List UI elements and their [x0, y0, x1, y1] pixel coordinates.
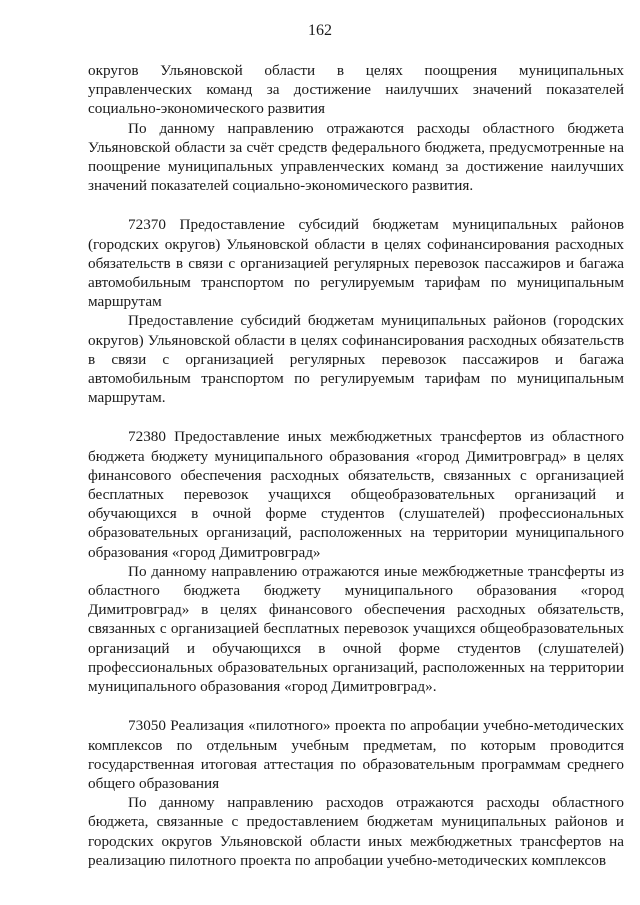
paragraph-description: По данному направлению отражаются расходы областного бюджета Ульяновской области за счёт средств федерального бюджета, предусмотренные на поощрение муниципальных управленческих команд за достижение наилучших значений показателей социально-экономического развития. [88, 119, 624, 195]
paragraph-continuation: округов Ульяновской области в целях поощрения муниципальных управленческих команд за достижение наилучших значений показателей социально-экономического развития [88, 62, 624, 118]
paragraph-description: По данному направлению расходов отражаются расходы областного бюджета, связанные с предоставлением бюджетам муниципальных районов и городских округов Ульяновской области иных межбюджетных трансфертов на реализацию пилотного проекта по апробации учебно-методических комплексов [88, 794, 624, 869]
paragraph-code-heading: 72380 Предоставление иных межбюджетных трансфертов из областного бюджета бюджету муниципального образования «город Димитровград» в целях финансового обеспечения расходных обязательств, связанных с организацией бесплатных перевозок учащихся общеобразовательных организаций и обучающихся в очной форме студентов (слушателей) профессиональных образовательных организаций, расположенных на территории муниципального образования «город Димитровград» [88, 428, 624, 561]
document-body [88, 61, 624, 870]
paragraph-description: Предоставление субсидий бюджетам муниципальных районов (городских округов) Ульяновской области в целях софинансирования расходных обязательств в связи с организацией регулярных перевозок пассажиров и багажа автомобильным транспортом по регулируемым тарифам по муниципальным маршрутам. [88, 312, 624, 407]
page-number: 162 [308, 22, 332, 39]
paragraph-description: По данному направлению отражаются иные межбюджетные трансферты из областного бюджета бюджету муниципального образования «город Димитровград» в целях финансового обеспечения расходных обязательств, связанных с организацией бесплатных перевозок учащихся общеобразовательных организаций и обучающихся в очной форме студентов (слушателей) профессиональных образовательных организаций, расположенных на территории муниципального образования «город Димитровград». [88, 562, 624, 696]
paragraph-code-heading: 73050 Реализация «пилотного» проекта по апробации учебно-методических комплексов по отдельным учебным предметам, по которым проводится государственная итоговая аттестация по образовательным программам среднего общего образования [88, 717, 624, 792]
paragraph-code-heading: 72370 Предоставление субсидий бюджетам муниципальных районов (городских округов) Ульяновской области в целях софинансирования расходных обязательств в связи с организацией регулярных перевозок пассажиров и багажа автомобильным транспортом по регулируемым тарифам по муниципальным маршрутам [88, 216, 624, 311]
